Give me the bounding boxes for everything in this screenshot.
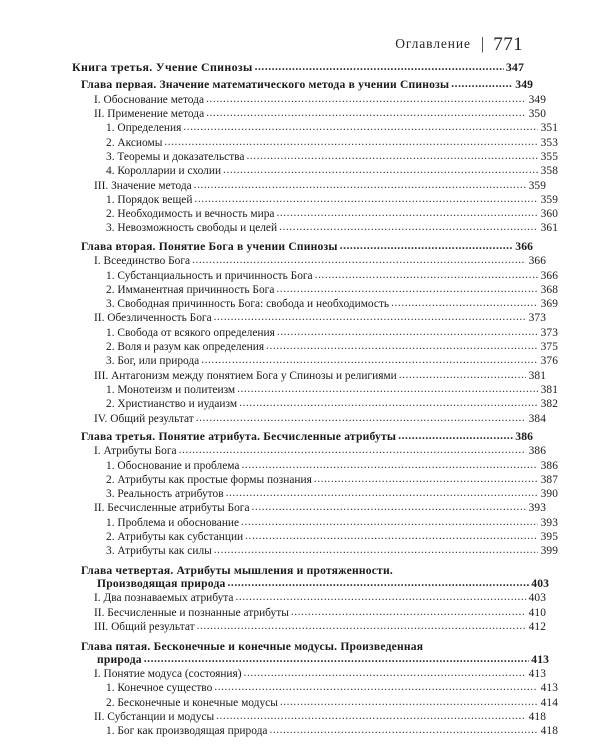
toc-entry-label: II. Обезличенность Бога [94, 312, 212, 325]
toc-entry-label: 3. Теоремы и доказательства [106, 150, 245, 163]
toc-entry[interactable] [106, 544, 558, 558]
toc-entry-page-number: 413 [531, 652, 549, 666]
toc-entry-label: II. Субстанции и модусы [94, 711, 215, 723]
toc-entry[interactable] [94, 444, 546, 458]
toc-dot-leader [246, 151, 538, 162]
toc-entry[interactable] [106, 354, 558, 368]
toc-entry-label: Глава первая. Значение математического метода в учении Спинозы [81, 78, 450, 92]
toc-dot-leader [206, 108, 526, 119]
toc-entry[interactable] [97, 577, 549, 591]
toc-entry[interactable] [72, 60, 524, 74]
toc-entry-page-number: 353 [540, 136, 558, 149]
toc-entry-label: 3. Свободная причинность Бога: свобода и необходимость [106, 298, 390, 311]
toc-entry-page-number: 361 [540, 222, 558, 235]
toc-entry-label: Глава третья. Понятие атрибута. Бесчисленные атрибуты [81, 429, 397, 443]
toc-entry-page-number: 418 [528, 711, 546, 723]
toc-dot-leader [277, 327, 538, 338]
table-of-contents [72, 60, 558, 739]
toc-entry-label: Книга третья. Учение Спинозы [72, 60, 253, 74]
toc-entry-label: Глава пятая. Бесконечные и конечные модусы. Произведенная [81, 639, 424, 653]
toc-entry-label: 2. Воля и разум как определения [106, 341, 265, 354]
toc-entry-page-number: 369 [540, 298, 558, 311]
toc-dot-leader [237, 384, 538, 395]
toc-dot-leader [391, 298, 538, 309]
toc-entry-label: 1. Бог как производящая природа [106, 725, 268, 738]
toc-dot-leader [179, 445, 526, 456]
toc-entry-page-number: 386 [515, 429, 533, 443]
toc-entry-label: 1. Монотеизм и политеизм [106, 383, 236, 396]
toc-entry-page-number: 373 [540, 326, 558, 339]
running-head-title: Оглавление [395, 36, 471, 51]
toc-entry-label: 1. Конечное существо [106, 682, 213, 695]
toc-entry[interactable] [106, 221, 558, 235]
toc-entry-label: 1. Субстанциальность и причинность Бога [106, 269, 313, 282]
toc-entry-page-number: 375 [540, 341, 558, 354]
toc-entry-page-number: 358 [540, 165, 558, 178]
toc-entry-label: 1. Порядок вещей [106, 193, 193, 206]
toc-dot-leader [164, 137, 538, 148]
toc-dot-leader [451, 79, 513, 90]
toc-entry[interactable] [106, 397, 558, 411]
toc-dot-leader [228, 578, 529, 589]
toc-dot-leader [399, 370, 526, 381]
toc-entry-label: 2. Бесконечные и конечные модусы [106, 696, 278, 709]
toc-entry-label: II. Применение метода [94, 108, 205, 121]
toc-entry-label: 2. Христианство и иудаизм [106, 398, 238, 411]
toc-entry-page-number: 393 [540, 516, 558, 529]
toc-dot-leader [214, 682, 538, 693]
toc-dot-leader [291, 607, 526, 618]
toc-entry-page-number: 413 [528, 668, 546, 681]
toc-entry[interactable] [94, 501, 546, 515]
toc-entry-label: 2. Атрибуты как субстанции [106, 531, 244, 544]
toc-entry-page-number: 355 [540, 150, 558, 163]
toc-entry-page-number: 412 [528, 621, 546, 634]
toc-entry-label: I. Два познаваемых атрибута [94, 592, 234, 605]
toc-entry-label: IV. Общий результат [94, 412, 194, 425]
toc-entry[interactable] [106, 487, 558, 501]
toc-entry-label: 2. Необходимость и вечность мира [106, 208, 275, 221]
toc-entry-label: III. Общий результат [94, 621, 195, 634]
toc-entry-label: I. Обоснование метода [94, 93, 205, 106]
toc-entry[interactable] [94, 620, 546, 634]
toc-entry-page-number: 350 [528, 108, 546, 121]
toc-entry-label: 4. Королларии и схолии [106, 165, 222, 178]
toc-dot-leader [269, 725, 538, 736]
toc-entry-page-number: 366 [528, 255, 546, 268]
toc-entry[interactable] [106, 297, 558, 311]
toc-dot-leader [395, 563, 533, 573]
toc-dot-leader [241, 460, 538, 471]
toc-entry-label: 3. Невозможность свободы и целей [106, 222, 278, 235]
toc-entry-label: 1. Обоснование и проблема [106, 459, 240, 472]
toc-dot-leader [192, 255, 526, 266]
toc-entry-page-number: 381 [528, 369, 546, 382]
toc-dot-leader [216, 711, 526, 722]
toc-dot-leader [314, 474, 538, 485]
toc-dot-leader [315, 270, 538, 281]
toc-dot-leader [398, 431, 513, 442]
toc-entry[interactable] [94, 412, 546, 426]
toc-entry[interactable] [94, 667, 546, 681]
toc-entry[interactable] [94, 311, 546, 325]
toc-entry-page-number: 386 [540, 459, 558, 472]
toc-entry-label: 1. Определения [106, 122, 182, 135]
toc-entry-page-number: 349 [528, 93, 546, 106]
toc-entry[interactable] [94, 606, 546, 620]
toc-entry-label: 1. Свобода от всякого определения [106, 326, 275, 339]
toc-dot-leader [201, 355, 538, 366]
toc-entry-page-number: 418 [540, 725, 558, 738]
toc-entry-page-number: 395 [540, 531, 558, 544]
toc-dot-leader [266, 341, 538, 352]
toc-entry-label: Глава четвертая. Атрибуты мышления и протяженности. [81, 563, 393, 577]
toc-dot-leader [183, 122, 538, 133]
toc-entry[interactable] [106, 681, 558, 695]
toc-dot-leader [252, 502, 526, 513]
toc-entry[interactable] [106, 459, 558, 473]
toc-dot-leader [196, 413, 526, 424]
toc-entry-label: 2. Имманентная причинность Бога [106, 283, 275, 296]
toc-entry-label: природа [97, 652, 142, 666]
toc-entry-page-number: 410 [528, 606, 546, 619]
toc-entry-label: III. Антагонизм между понятием Бога у Спинозы и религиями [94, 369, 397, 382]
toc-entry[interactable] [106, 696, 558, 710]
toc-entry-page-number: 366 [515, 239, 533, 253]
toc-entry-page-number: 366 [540, 269, 558, 282]
toc-entry[interactable] [94, 254, 546, 268]
toc-entry-label: 2. Атрибуты как простые формы познания [106, 473, 312, 486]
page-folio-number: 771 [493, 34, 523, 55]
toc-entry[interactable] [97, 653, 549, 667]
toc-entry[interactable] [106, 326, 558, 340]
toc-entry-page-number: 384 [528, 412, 546, 425]
toc-entry-page-number: 399 [540, 545, 558, 558]
toc-dot-leader [223, 165, 538, 176]
toc-entry[interactable] [106, 121, 558, 135]
toc-entry[interactable] [106, 164, 558, 178]
toc-entry[interactable] [106, 150, 558, 164]
toc-entry-page-number: 386 [528, 445, 546, 458]
toc-entry-label: II. Бесчисленные атрибуты Бога [94, 502, 250, 515]
toc-entry[interactable] [94, 591, 546, 605]
toc-entry-label: II. Бесчисленные и познанные атрибуты [94, 606, 289, 619]
toc-entry[interactable] [81, 639, 533, 653]
toc-entry-page-number: 414 [540, 696, 558, 709]
toc-entry-page-number: 413 [540, 682, 558, 695]
toc-entry[interactable] [106, 283, 558, 297]
toc-entry-label: Производящая природа [97, 577, 226, 591]
toc-dot-leader [279, 222, 538, 233]
toc-entry[interactable] [106, 193, 558, 207]
toc-entry[interactable] [81, 78, 533, 92]
toc-entry-label: III. Значение метода [94, 179, 192, 192]
toc-entry-page-number: 403 [528, 592, 546, 605]
toc-entry[interactable] [81, 240, 533, 254]
toc-dot-leader [194, 180, 526, 191]
toc-entry[interactable] [94, 93, 546, 107]
toc-entry[interactable] [106, 473, 558, 487]
toc-entry[interactable] [106, 530, 558, 544]
toc-entry-page-number: 390 [540, 488, 558, 501]
toc-entry[interactable] [81, 563, 533, 577]
toc-entry-page-number: 351 [540, 122, 558, 135]
toc-dot-leader [206, 94, 526, 105]
toc-dot-leader [241, 517, 538, 528]
toc-entry-label: Глава вторая. Понятие Бога в учении Спинозы [81, 239, 338, 253]
toc-entry-label: I. Атрибуты Бога [94, 445, 177, 458]
toc-dot-leader [340, 241, 513, 252]
toc-entry[interactable] [94, 107, 546, 121]
toc-entry[interactable] [106, 516, 558, 530]
toc-entry-page-number: 393 [528, 502, 546, 515]
toc-entry-page-number: 368 [540, 283, 558, 296]
toc-dot-leader [197, 621, 526, 632]
toc-dot-leader [244, 668, 526, 679]
toc-entry-label: 3. Атрибуты как силы [106, 545, 212, 558]
toc-entry-label: 3. Бог, или природа [106, 355, 200, 368]
toc-entry[interactable] [106, 269, 558, 283]
toc-entry-page-number: 360 [540, 208, 558, 221]
toc-dot-leader [214, 545, 538, 556]
toc-dot-leader [245, 531, 538, 542]
toc-dot-leader [276, 284, 538, 295]
running-head [0, 34, 523, 56]
toc-dot-leader [194, 194, 538, 205]
toc-dot-leader [276, 208, 538, 219]
toc-entry-label: 3. Реальность атрибутов [106, 488, 224, 501]
toc-entry-label: I. Всеединство Бога [94, 255, 191, 268]
toc-entry-page-number: 359 [540, 193, 558, 206]
toc-dot-leader [280, 697, 538, 708]
toc-entry[interactable] [106, 340, 558, 354]
toc-dot-leader [239, 398, 538, 409]
toc-entry[interactable] [94, 179, 546, 193]
toc-entry[interactable] [106, 207, 558, 221]
toc-dot-leader [226, 488, 538, 499]
toc-entry-label: 1. Проблема и обоснование [106, 516, 240, 529]
toc-entry[interactable] [94, 710, 546, 724]
toc-entry-page-number: 382 [540, 398, 558, 411]
toc-entry-page-number: 387 [540, 473, 558, 486]
toc-entry[interactable] [106, 383, 558, 397]
toc-dot-leader [425, 639, 533, 649]
toc-entry-page-number: 373 [528, 312, 546, 325]
toc-entry-page-number: 347 [505, 60, 524, 74]
toc-entry[interactable] [106, 724, 558, 738]
toc-entry-label: 2. Аксиомы [106, 136, 163, 149]
running-head-separator: | [480, 34, 485, 53]
toc-dot-leader [235, 592, 526, 603]
toc-entry-page-number: 349 [515, 78, 533, 92]
toc-entry-label: I. Понятие модуса (состояния) [94, 668, 242, 681]
toc-entry[interactable] [94, 369, 546, 383]
toc-dot-leader [255, 62, 504, 73]
toc-dot-leader [214, 312, 526, 323]
toc-entry-page-number: 359 [528, 179, 546, 192]
toc-dot-leader [144, 654, 529, 665]
toc-entry[interactable] [81, 430, 533, 444]
toc-entry-page-number: 376 [540, 355, 558, 368]
toc-entry-page-number: 403 [531, 577, 549, 591]
toc-entry[interactable] [106, 136, 558, 150]
toc-entry-page-number: 381 [540, 383, 558, 396]
